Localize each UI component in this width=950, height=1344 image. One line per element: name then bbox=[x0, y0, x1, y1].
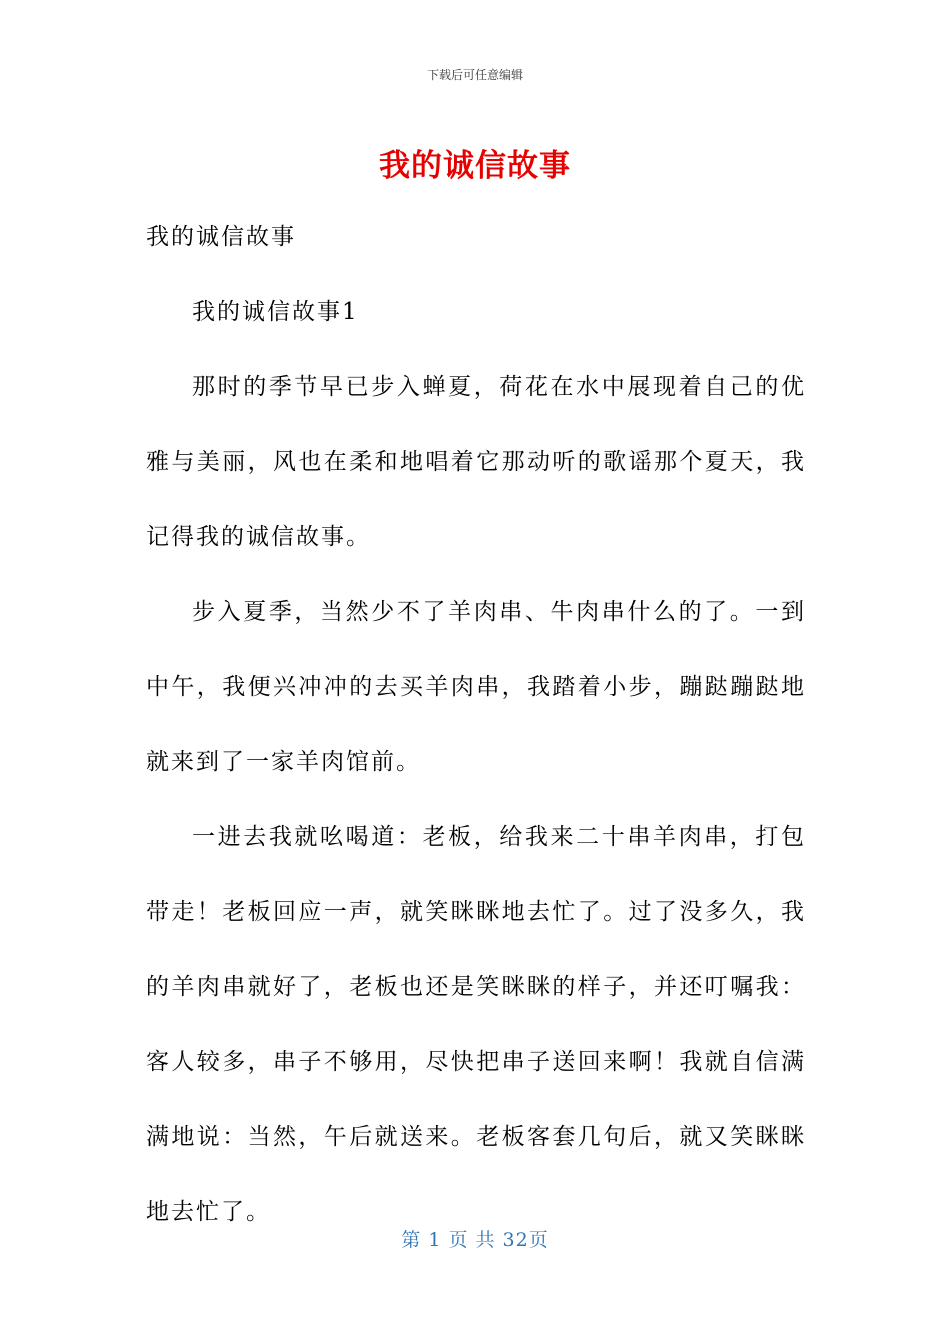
document-title: 我的诚信故事 bbox=[379, 148, 571, 184]
page-number: 第 1 页 共 32页 bbox=[401, 1229, 549, 1251]
paragraph: 步入夏季，当然少不了羊肉串、牛肉串什么的了。一到中午，我便兴冲冲的去买羊肉串，我踏着小步，蹦跶蹦跶地就来到了一家羊肉馆前。 bbox=[146, 599, 806, 775]
paragraph-heading: 我的诚信故事 bbox=[146, 224, 296, 250]
header-note: 下载后可任意编辑 bbox=[426, 68, 523, 82]
paragraph: 那时的季节早已步入蝉夏，荷花在水中展现着自己的优雅与美丽，风也在柔和地唱着它那动听的歌谣那个夏天，我记得我的诚信故事。 bbox=[146, 374, 806, 550]
paragraph: 一进去我就吆喝道：老板，给我来二十串羊肉串，打包带走！老板回应一声，就笑眯眯地去忙了。过了没多久，我的羊肉串就好了，老板也还是笑眯眯的样子，并还叮嘱我：客人较多，串子不够用，尽快把串子送回来啊！我就自信满满地说：当然，午后就送来。老板客套几句后，就又笑眯眯地去忙了。 bbox=[146, 824, 806, 1225]
paragraph-subheading: 我的诚信故事1 bbox=[192, 299, 359, 325]
document-body bbox=[146, 200, 806, 1250]
